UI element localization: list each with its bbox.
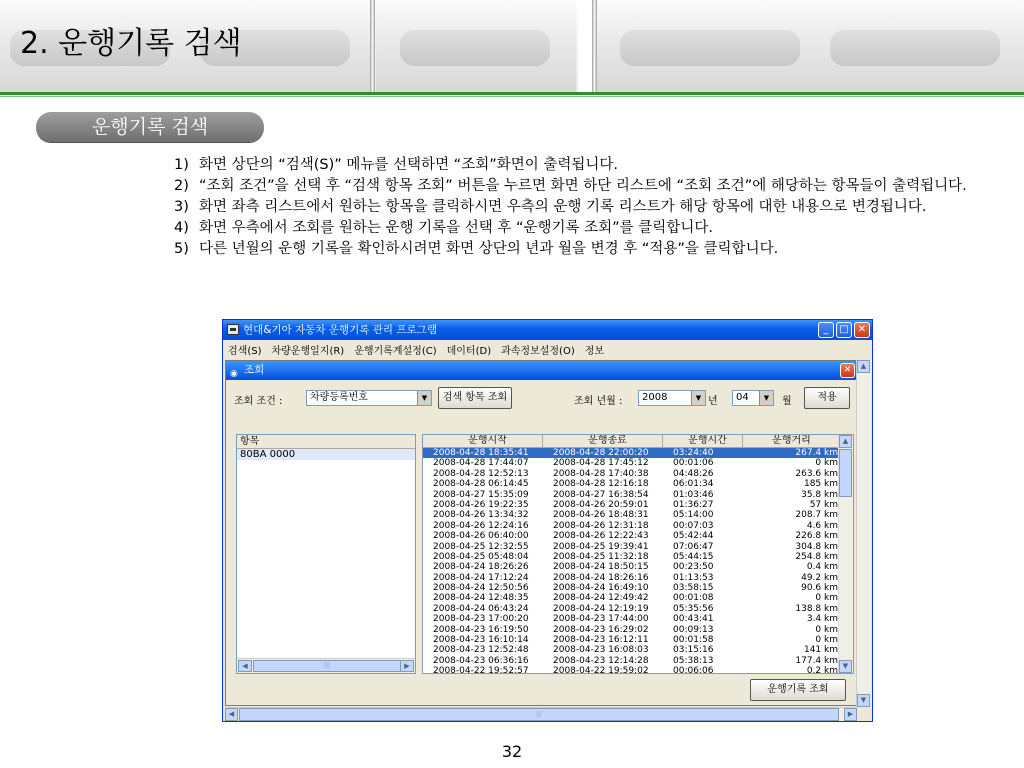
cell-end: 2008-04-26 12:22:43 <box>553 531 649 542</box>
year-select[interactable] <box>638 390 706 406</box>
chevron-down-icon[interactable]: ▼ <box>691 391 705 405</box>
header-rule-thin <box>0 96 1024 97</box>
header-rule <box>0 92 1024 95</box>
instruction-step <box>174 218 994 239</box>
table-row[interactable] <box>423 552 841 562</box>
cell-duration: 00:01:58 <box>673 635 714 646</box>
query-window-title: 조회 <box>244 364 265 376</box>
cell-start: 2008-04-28 12:52:13 <box>433 468 529 479</box>
query-window-titlebar[interactable] <box>226 361 857 380</box>
cell-duration: 01:36:27 <box>673 499 714 510</box>
cell-start: 2008-04-24 12:48:35 <box>433 593 529 604</box>
cell-duration: 00:06:06 <box>673 666 714 674</box>
cell-duration: 00:01:06 <box>673 458 714 469</box>
cell-end: 2008-04-23 12:14:28 <box>553 655 649 666</box>
step-number: 4) <box>174 220 189 236</box>
cell-end: 2008-04-24 12:49:42 <box>553 593 649 604</box>
step-number: 5) <box>174 241 189 257</box>
table-row[interactable] <box>423 479 841 489</box>
query-window-icon: ◉ <box>230 369 238 379</box>
step-number: 3) <box>174 199 189 215</box>
scroll-right-icon[interactable]: ▶ <box>844 708 857 721</box>
cell-start: 2008-04-23 17:00:20 <box>433 614 529 625</box>
menu-info[interactable]: 정보 <box>584 345 605 357</box>
menu-bar <box>223 340 872 358</box>
cell-start: 2008-04-28 17:44:07 <box>433 458 529 469</box>
cell-distance: 3.4 km <box>806 614 838 625</box>
table-row[interactable] <box>423 490 841 500</box>
cell-end: 2008-04-26 18:48:31 <box>553 510 649 521</box>
cell-duration: 00:09:13 <box>673 624 714 635</box>
scroll-thumb[interactable] <box>839 449 852 497</box>
cell-duration: 04:48:26 <box>673 468 714 479</box>
cell-start: 2008-04-28 06:14:45 <box>433 479 529 490</box>
scroll-down-icon[interactable]: ▼ <box>839 660 852 673</box>
instruction-step <box>174 155 994 176</box>
scroll-left-icon[interactable]: ◀ <box>225 708 238 721</box>
cell-start: 2008-04-26 06:40:00 <box>433 531 529 542</box>
cell-end: 2008-04-23 16:29:02 <box>553 624 649 635</box>
item-list <box>236 434 416 674</box>
cell-start: 2008-04-23 06:36:16 <box>433 655 529 666</box>
item-list-header: 항목 <box>237 435 415 449</box>
table-row[interactable] <box>423 448 841 458</box>
cell-end: 2008-04-23 16:12:11 <box>553 635 649 646</box>
cell-distance: 254.8 km <box>795 551 838 562</box>
cell-end: 2008-04-23 17:44:00 <box>553 614 649 625</box>
cell-start: 2008-04-28 18:35:41 <box>433 448 529 458</box>
record-table-vscrollbar[interactable] <box>838 435 853 673</box>
app-titlebar[interactable] <box>223 320 872 340</box>
menu-vehicle-log[interactable]: 차량운행일지(R) <box>271 345 345 357</box>
cell-duration: 06:01:34 <box>673 479 714 490</box>
cell-distance: 57 km <box>809 499 838 510</box>
chevron-down-icon[interactable]: ▼ <box>417 391 431 405</box>
table-row[interactable] <box>423 573 841 583</box>
search-items-button[interactable]: 검색 항목 조회 <box>438 387 512 409</box>
cell-end: 2008-04-24 12:19:19 <box>553 603 649 614</box>
chevron-down-icon[interactable]: ▼ <box>759 391 773 405</box>
cell-end: 2008-04-27 16:38:54 <box>553 489 649 500</box>
table-row[interactable] <box>423 562 841 572</box>
cell-start: 2008-04-26 13:34:32 <box>433 510 529 521</box>
table-row[interactable] <box>423 635 841 645</box>
table-row[interactable] <box>423 469 841 479</box>
cell-duration: 05:35:56 <box>673 603 714 614</box>
cell-duration: 00:23:50 <box>673 562 714 573</box>
cell-start: 2008-04-22 19:52:57 <box>433 666 529 674</box>
app-window <box>222 319 873 722</box>
condition-label: 조회 조건 : <box>234 396 283 407</box>
cell-distance: 0 km <box>815 458 838 469</box>
cell-duration: 05:38:13 <box>673 655 714 666</box>
record-table <box>422 434 854 674</box>
cell-duration: 05:44:15 <box>673 551 714 562</box>
table-row[interactable] <box>423 645 841 655</box>
cell-distance: 0 km <box>815 635 838 646</box>
record-table-body <box>423 448 841 674</box>
app-title: 현대&기아 자동차 운행기록 관리 프로그램 <box>243 324 437 336</box>
menu-search[interactable]: 검색(S) <box>228 345 262 357</box>
section-label: 운행기록 검색 <box>36 112 264 142</box>
cell-end: 2008-04-25 11:32:18 <box>553 551 649 562</box>
cell-start: 2008-04-25 05:48:04 <box>433 551 529 562</box>
record-table-header <box>423 435 841 448</box>
window-hscrollbar[interactable] <box>225 707 857 721</box>
table-row[interactable] <box>423 625 841 635</box>
cell-end: 2008-04-26 20:59:01 <box>553 499 649 510</box>
step-text: 화면 우측에서 조회를 원하는 운행 기록을 선택 후 “운행기록 조회”를 클릭합니다. <box>199 220 713 236</box>
cell-start: 2008-04-23 16:19:50 <box>433 624 529 635</box>
cell-end: 2008-04-24 18:26:16 <box>553 572 649 583</box>
column-header-duration[interactable]: 운행시간 <box>663 435 743 448</box>
cell-start: 2008-04-24 18:26:26 <box>433 562 529 573</box>
table-row[interactable] <box>423 500 841 510</box>
table-row[interactable] <box>423 656 841 666</box>
cell-duration: 07:06:47 <box>673 541 714 552</box>
cell-start: 2008-04-23 16:10:14 <box>433 635 529 646</box>
cell-end: 2008-04-28 12:16:18 <box>553 479 649 490</box>
scroll-right-icon[interactable]: ▶ <box>400 660 414 672</box>
cell-distance: 35.8 km <box>801 489 838 500</box>
table-row[interactable] <box>423 458 841 468</box>
cell-end: 2008-04-24 16:49:10 <box>553 583 649 594</box>
scroll-left-icon[interactable]: ◀ <box>238 660 252 672</box>
cell-duration: 01:03:46 <box>673 489 714 500</box>
column-header-distance[interactable]: 운행거리 <box>743 435 841 448</box>
cell-start: 2008-04-23 12:52:48 <box>433 645 529 656</box>
cell-duration: 00:07:03 <box>673 520 714 531</box>
maximize-button[interactable]: □ <box>836 322 852 338</box>
cell-start: 2008-04-25 12:32:55 <box>433 541 529 552</box>
minimize-button[interactable]: _ <box>818 322 834 338</box>
instruction-step <box>174 239 994 260</box>
cell-duration: 05:14:00 <box>673 510 714 521</box>
cell-end: 2008-04-22 19:59:02 <box>553 666 649 674</box>
year-month-label: 조회 년월 : <box>574 396 623 407</box>
list-item[interactable]: 80BA 0000 <box>237 449 415 460</box>
step-number: 2) <box>174 178 189 194</box>
step-text: 화면 좌측 리스트에서 원하는 항목을 클릭하시면 우측의 운행 기록 리스트가 해당 항목에 대한 내용으로 변경됩니다. <box>199 199 927 215</box>
cell-distance: 0.4 km <box>806 562 838 573</box>
cell-distance: 0.2 km <box>806 666 838 674</box>
cell-duration: 03:58:15 <box>673 583 714 594</box>
cell-start: 2008-04-24 06:43:24 <box>433 603 529 614</box>
cell-duration: 03:15:16 <box>673 645 714 656</box>
table-row[interactable] <box>423 583 841 593</box>
cell-distance: 0 km <box>815 593 838 604</box>
cell-distance: 226.8 km <box>795 531 838 542</box>
cell-end: 2008-04-24 18:50:15 <box>553 562 649 573</box>
instruction-step <box>174 176 994 197</box>
year-select-value: 2008 <box>642 392 668 403</box>
item-list-hscrollbar[interactable] <box>237 658 415 673</box>
cell-duration: 05:42:44 <box>673 531 714 542</box>
instruction-list <box>174 155 994 260</box>
cell-end: 2008-04-23 16:08:03 <box>553 645 649 656</box>
scroll-up-icon[interactable]: ▲ <box>839 435 852 448</box>
cell-distance: 49.2 km <box>801 572 838 583</box>
cell-distance: 0 km <box>815 624 838 635</box>
condition-select[interactable] <box>306 390 432 406</box>
table-row[interactable] <box>423 510 841 520</box>
cell-distance: 263.6 km <box>795 468 838 479</box>
cell-distance: 267.4 km <box>795 448 838 458</box>
year-suffix: 년 <box>708 396 718 407</box>
view-record-button[interactable]: 운행기록 조회 <box>750 679 846 701</box>
cell-duration: 00:43:41 <box>673 614 714 625</box>
table-row[interactable] <box>423 531 841 541</box>
step-text: “조회 조건”을 선택 후 “검색 항목 조회” 버튼을 누르면 화면 하단 리스트에 “조회 조건”에 해당하는 항목들이 출력됩니다. <box>199 178 967 194</box>
table-row[interactable] <box>423 604 841 614</box>
table-row[interactable] <box>423 593 841 603</box>
scroll-thumb[interactable]: ||| <box>239 708 839 721</box>
cell-start: 2008-04-24 12:50:56 <box>433 583 529 594</box>
scroll-thumb[interactable]: ||| <box>253 660 401 672</box>
cell-start: 2008-04-27 15:35:09 <box>433 489 529 500</box>
cell-distance: 304.8 km <box>795 541 838 552</box>
cell-distance: 208.7 km <box>795 510 838 521</box>
cell-duration: 01:13:53 <box>673 572 714 583</box>
query-window <box>225 360 858 706</box>
cell-distance: 138.8 km <box>795 603 838 614</box>
cell-start: 2008-04-26 12:24:16 <box>433 520 529 531</box>
apply-button[interactable]: 적용 <box>804 387 850 409</box>
step-number: 1) <box>174 157 189 173</box>
cell-end: 2008-04-28 17:45:12 <box>553 458 649 469</box>
table-row[interactable] <box>423 542 841 552</box>
month-suffix: 월 <box>782 396 792 407</box>
cell-distance: 177.4 km <box>795 655 838 666</box>
step-text: 다른 년월의 운행 기록을 확인하시려면 화면 상단의 년과 월을 변경 후 “적용”을 클릭합니다. <box>199 241 779 257</box>
month-select-value: 04 <box>736 392 749 403</box>
step-text: 화면 상단의 “검색(S)” 메뉴를 선택하면 “조회”화면이 출력됩니다. <box>199 157 618 173</box>
cell-distance: 141 km <box>803 645 838 656</box>
table-row[interactable] <box>423 521 841 531</box>
cell-distance: 90.6 km <box>801 583 838 594</box>
cell-start: 2008-04-24 17:12:24 <box>433 572 529 583</box>
scroll-up-icon[interactable]: ▲ <box>857 360 870 373</box>
cell-duration: 00:01:08 <box>673 593 714 604</box>
condition-select-value: 차량등록번호 <box>310 392 368 403</box>
window-vscrollbar[interactable] <box>856 360 871 707</box>
instruction-step <box>174 197 994 218</box>
slide-title: 2. 운행기록 검색 <box>20 26 242 61</box>
month-select[interactable] <box>732 390 774 406</box>
menu-data[interactable]: 데이터(D) <box>446 345 492 357</box>
cell-duration: 03:24:40 <box>673 448 714 458</box>
table-row[interactable] <box>423 614 841 624</box>
scroll-down-icon[interactable]: ▼ <box>857 694 870 707</box>
menu-overspeed-settings[interactable]: 과속정보설정(O) <box>501 345 575 357</box>
cell-end: 2008-04-26 12:31:18 <box>553 520 649 531</box>
query-window-close-button[interactable]: ✕ <box>840 363 855 378</box>
cell-distance: 4.6 km <box>806 520 838 531</box>
app-icon <box>227 324 239 335</box>
table-row[interactable] <box>423 666 841 674</box>
column-header-end[interactable]: 운행종료 <box>543 435 663 448</box>
cell-end: 2008-04-28 22:00:20 <box>553 448 649 458</box>
cell-end: 2008-04-28 17:40:38 <box>553 468 649 479</box>
column-header-start[interactable]: 운행시작 <box>423 435 543 448</box>
close-button[interactable]: ✕ <box>854 322 870 338</box>
menu-recorder-settings[interactable]: 운행기록계설정(C) <box>354 345 437 357</box>
cell-end: 2008-04-25 19:39:41 <box>553 541 649 552</box>
page-number: 32 <box>501 742 523 761</box>
cell-distance: 185 km <box>803 479 838 490</box>
cell-start: 2008-04-26 19:22:35 <box>433 499 529 510</box>
